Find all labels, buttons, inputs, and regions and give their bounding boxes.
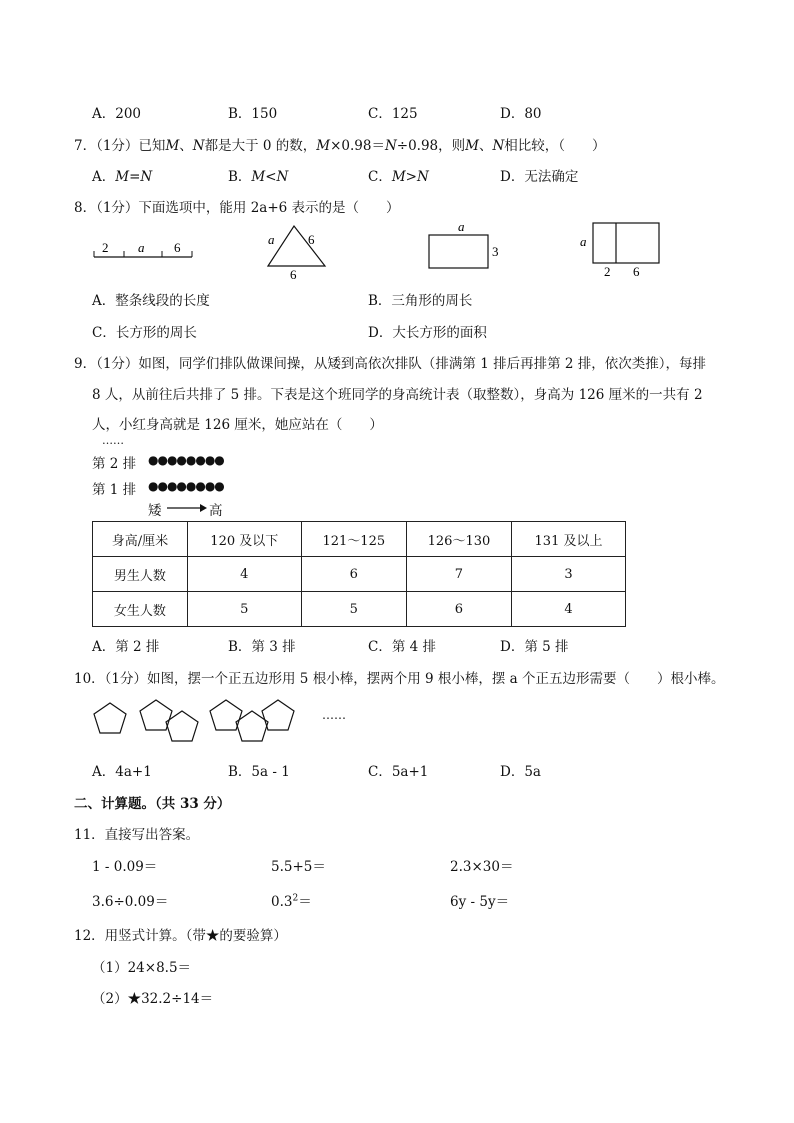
table-cell: 3 — [512, 557, 626, 592]
q11-item: 2.3×30＝ — [450, 859, 514, 875]
segment-label-a: a — [138, 240, 145, 255]
big-rectangle-label-6: 6 — [633, 264, 640, 279]
table-header-cell: 120 及以下 — [187, 522, 301, 557]
q6-option-c: C．125 — [368, 106, 418, 122]
big-rectangle-figure — [580, 223, 659, 279]
rectangle-label-3: 3 — [492, 244, 499, 259]
table-header-cell: 身高/厘米 — [93, 522, 188, 557]
q8-figures — [88, 216, 688, 282]
table-cell: 6 — [406, 592, 511, 627]
triangle-label-a: a — [268, 232, 275, 247]
rectangle-figure — [429, 219, 499, 268]
q11-item: 5.5+5＝ — [271, 859, 326, 875]
table-cell: 4 — [187, 557, 301, 592]
segment-figure — [94, 240, 192, 257]
q6-option-a: A．200 — [92, 106, 142, 122]
segment-label-6: 6 — [174, 240, 181, 255]
q8-option-a: A．整条线段的长度 — [92, 293, 210, 309]
q9-option-c: C．第 4 排 — [368, 639, 437, 655]
q9-row2-dots: ●●●●●●●● — [148, 453, 224, 467]
table-header-cell: 126～130 — [406, 522, 511, 557]
table-cell: 7 — [406, 557, 511, 592]
q9-row2-label: 第 2 排 — [92, 456, 137, 472]
q7-option-a: A．M=N — [92, 169, 153, 185]
q9-stem-line2: 8 人，从前往后共排了 5 排。下表是这个班同学的身高统计表（取整数），身高为 126 厘米的一共有 2 — [92, 387, 703, 403]
q8-option-b: B．三角形的周长 — [368, 293, 473, 309]
q8-option-c: C．长方形的周长 — [92, 325, 197, 341]
q10-stem: 10．（1分）如图，摆一个正五边形用 5 根小棒，摆两个用 9 根小棒，摆 a 个正五边形需要（ ）根小棒。 — [74, 671, 725, 687]
table-header-row — [93, 522, 626, 557]
q11-item: 3.6÷0.09＝ — [92, 894, 169, 910]
triangle-label-6b: 6 — [290, 267, 297, 282]
q10-ellipsis: …… — [322, 708, 346, 722]
q9-option-a: A．第 2 排 — [92, 639, 160, 655]
q9-stem-line3: 人，小红身高就是 126 厘米，她应站在（ ） — [92, 417, 383, 433]
q9-row1-dots: ●●●●●●●● — [148, 479, 224, 493]
big-rectangle-label-a: a — [580, 234, 587, 249]
table-cell: 女生人数 — [93, 592, 188, 627]
segment-label-2: 2 — [102, 240, 109, 255]
q11-item: 1 - 0.09＝ — [92, 859, 158, 875]
q9-option-d: D．第 5 排 — [500, 639, 569, 655]
rectangle-label-a: a — [458, 219, 465, 234]
q10-option-d: D．5a — [500, 764, 541, 780]
table-row — [93, 557, 626, 592]
q8-stem: 8．（1分）下面选项中，能用 2a+6 表示的是（ ） — [74, 200, 400, 216]
q10-option-b: B．5a - 1 — [228, 764, 290, 780]
section-heading: 二、计算题。（共 33 分） — [74, 796, 231, 812]
q7-stem: 7．（1分）已知M、N都是大于 0 的数，M×0.98＝N÷0.98，则M、N相比较，（ ） — [74, 138, 606, 154]
q8-option-d: D．大长方形的面积 — [368, 325, 487, 341]
q10-option-c: C．5a+1 — [368, 764, 429, 780]
q9-arrow-from: 矮 — [148, 503, 162, 519]
q12-stem: 12．用竖式计算。（带★的要验算） — [74, 928, 287, 944]
q9-row1-label: 第 1 排 — [92, 482, 137, 498]
big-rectangle-label-2: 2 — [604, 264, 611, 279]
arrow-right-icon — [166, 501, 208, 515]
table-cell: 5 — [301, 592, 406, 627]
table-header-cell: 131 及以上 — [512, 522, 626, 557]
q7-option-c: C．M>N — [368, 169, 429, 185]
q6-option-b: B．150 — [228, 106, 278, 122]
q9-stem-line1: 9．（1分）如图，同学们排队做课间操，从矮到高依次排队（排满第 1 排后再排第 2 排，依次类推），每排 — [74, 356, 707, 372]
q11-item: 6y - 5y＝ — [450, 894, 510, 910]
pentagon-icon — [94, 703, 126, 733]
q10-option-a: A．4a+1 — [92, 764, 152, 780]
pentagon-icon — [262, 700, 294, 730]
q7-option-b: B．M<N — [228, 169, 289, 185]
q12-item: （2）★32.2÷14＝ — [92, 991, 214, 1007]
q6-option-d: D．80 — [500, 106, 542, 122]
q9-arrow-to: 高 — [209, 503, 223, 519]
table-cell: 4 — [512, 592, 626, 627]
table-cell: 5 — [187, 592, 301, 627]
table-cell: 6 — [301, 557, 406, 592]
q9-ellipsis: …… — [102, 434, 124, 447]
q9-option-b: B．第 3 排 — [228, 639, 296, 655]
q11-item: $0.3^2=$ — [271, 893, 312, 910]
table-header-cell: 121～125 — [301, 522, 406, 557]
triangle-label-6a: 6 — [308, 232, 315, 247]
q12-item: （1）24×8.5＝ — [92, 960, 192, 976]
table-cell: 男生人数 — [93, 557, 188, 592]
triangle-figure — [268, 226, 325, 282]
height-table — [92, 521, 626, 627]
q7-option-d: D．无法确定 — [500, 169, 579, 185]
q11-stem: 11．直接写出答案。 — [74, 827, 200, 843]
table-row — [93, 592, 626, 627]
